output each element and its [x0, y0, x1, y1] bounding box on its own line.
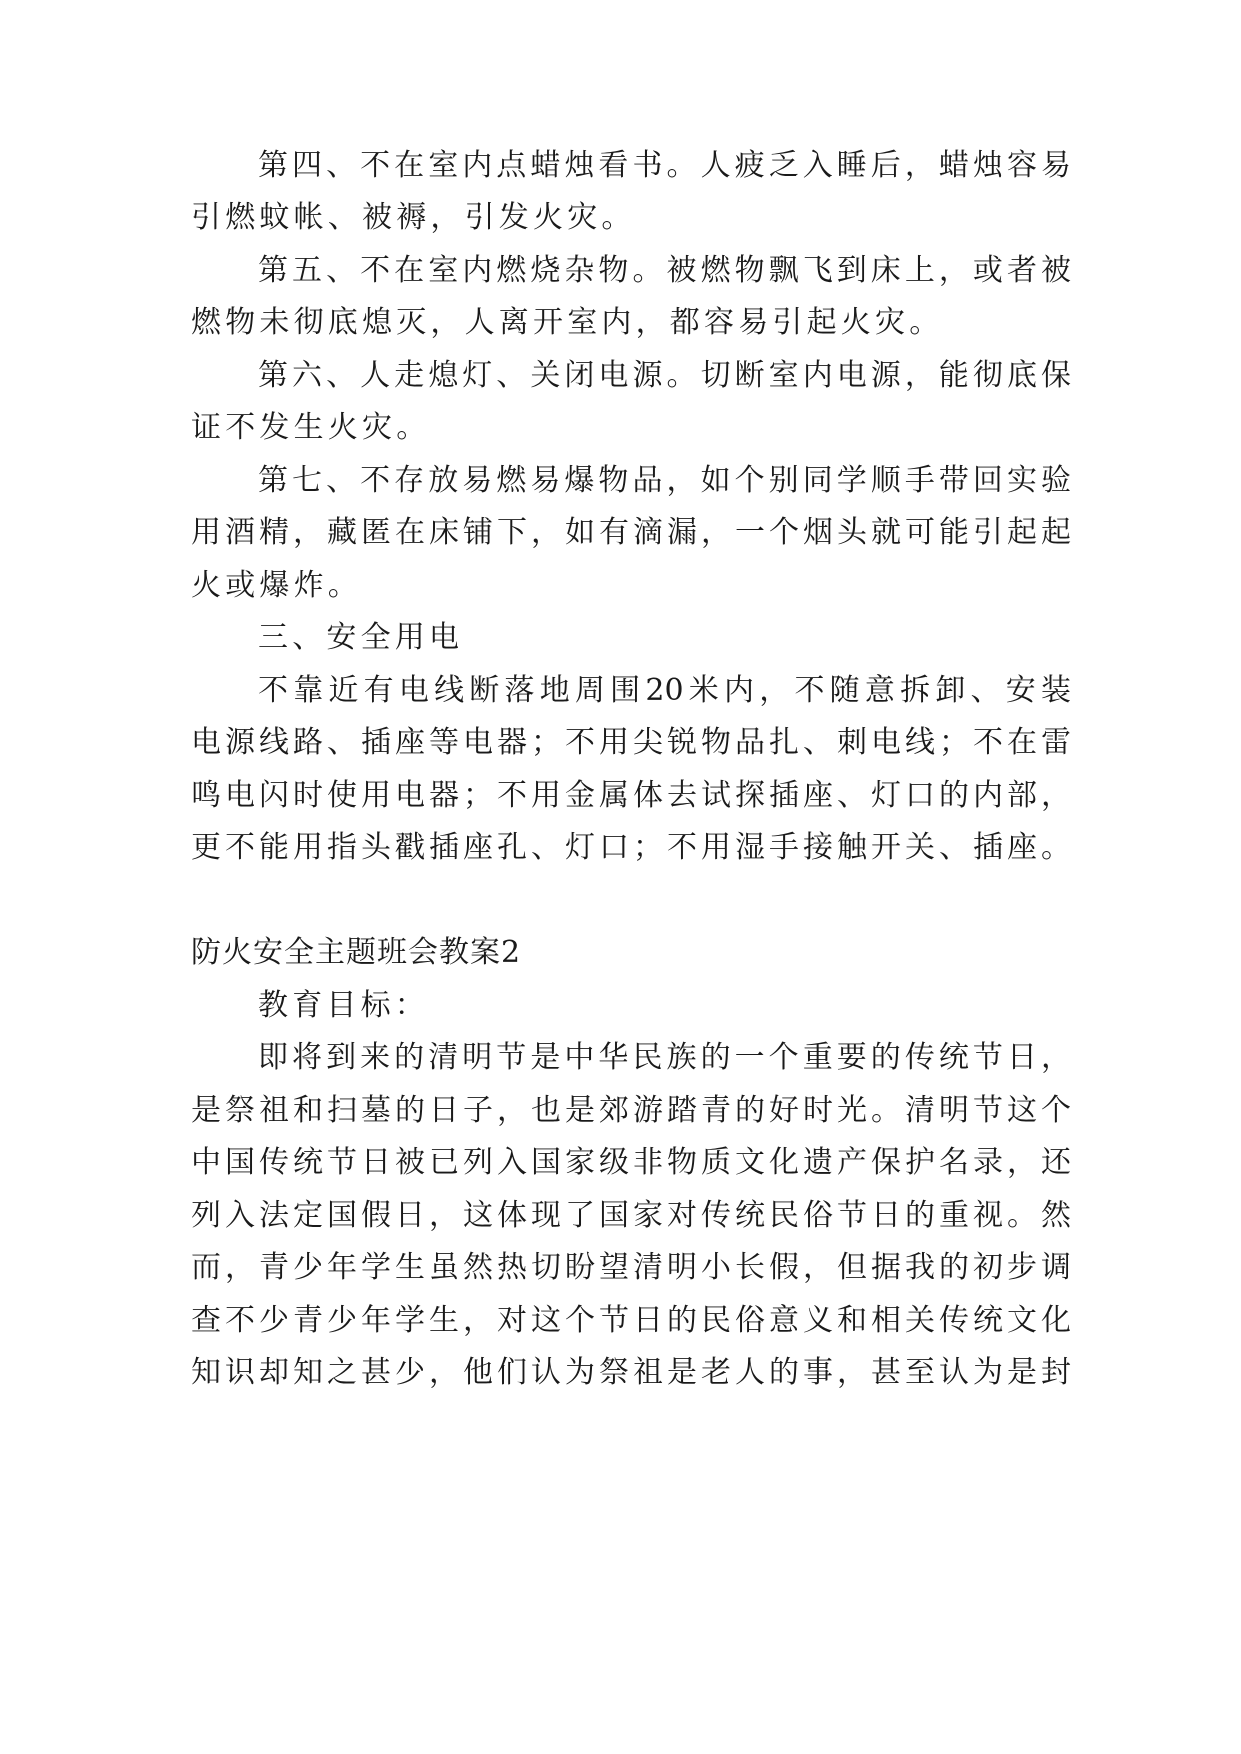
- paragraph-line: 第六、人走熄灯、关闭电源。切断室内电源，能彻底保: [258, 358, 1071, 393]
- section-heading: 三、安全用电: [258, 620, 464, 655]
- paragraph-line: 证不发生火灾。: [191, 410, 431, 445]
- paragraph-line: 第七、不存放易燃易爆物品，如个别同学顺手带回实验: [258, 463, 1071, 498]
- paragraph-line: 查不少青少年学生，对这个节日的民俗意义和相关传统文化: [191, 1303, 1071, 1338]
- paragraph-line: 知识却知之甚少，他们认为祭祖是老人的事，甚至认为是封: [191, 1355, 1071, 1390]
- paragraph-line: 用酒精，藏匿在床铺下，如有滴漏，一个烟头就可能引起起: [191, 515, 1071, 550]
- paragraph-line: 火或爆炸。: [191, 568, 362, 603]
- paragraph-line: 鸣电闪时使用电器；不用金属体去试探插座、灯口的内部，: [191, 778, 1071, 813]
- paragraph-line: 即将到来的清明节是中华民族的一个重要的传统节日，: [258, 1040, 1071, 1075]
- paragraph-line: 而，青少年学生虽然热切盼望清明小长假，但据我的初步调: [191, 1250, 1071, 1285]
- paragraph-line: 电源线路、插座等电器；不用尖锐物品扎、刺电线；不在雷: [191, 725, 1071, 760]
- document-title: 防火安全主题班会教案2: [191, 935, 522, 970]
- paragraph-line: 第五、不在室内燃烧杂物。被燃物飘飞到床上，或者被: [258, 253, 1071, 288]
- paragraph-line: 燃物未彻底熄灭，人离开室内，都容易引起火灾。: [191, 305, 944, 340]
- paragraph-line: 第四、不在室内点蜡烛看书。人疲乏入睡后，蜡烛容易: [258, 148, 1071, 183]
- paragraph-line: 引燃蚊帐、被褥，引发火灾。: [191, 200, 636, 235]
- paragraph-line: 中国传统节日被已列入国家级非物质文化遗产保护名录，还: [191, 1145, 1071, 1180]
- paragraph-line: 列入法定国假日，这体现了国家对传统民俗节日的重视。然: [191, 1198, 1071, 1233]
- section-heading: 教育目标：: [258, 988, 429, 1023]
- paragraph-line: 更不能用指头戳插座孔、灯口；不用湿手接触开关、插座。: [191, 830, 1071, 865]
- paragraph-line: 是祭祖和扫墓的日子，也是郊游踏青的好时光。清明节这个: [191, 1093, 1071, 1128]
- paragraph-line: 不靠近有电线断落地周围20米内，不随意拆卸、安装: [258, 673, 1071, 708]
